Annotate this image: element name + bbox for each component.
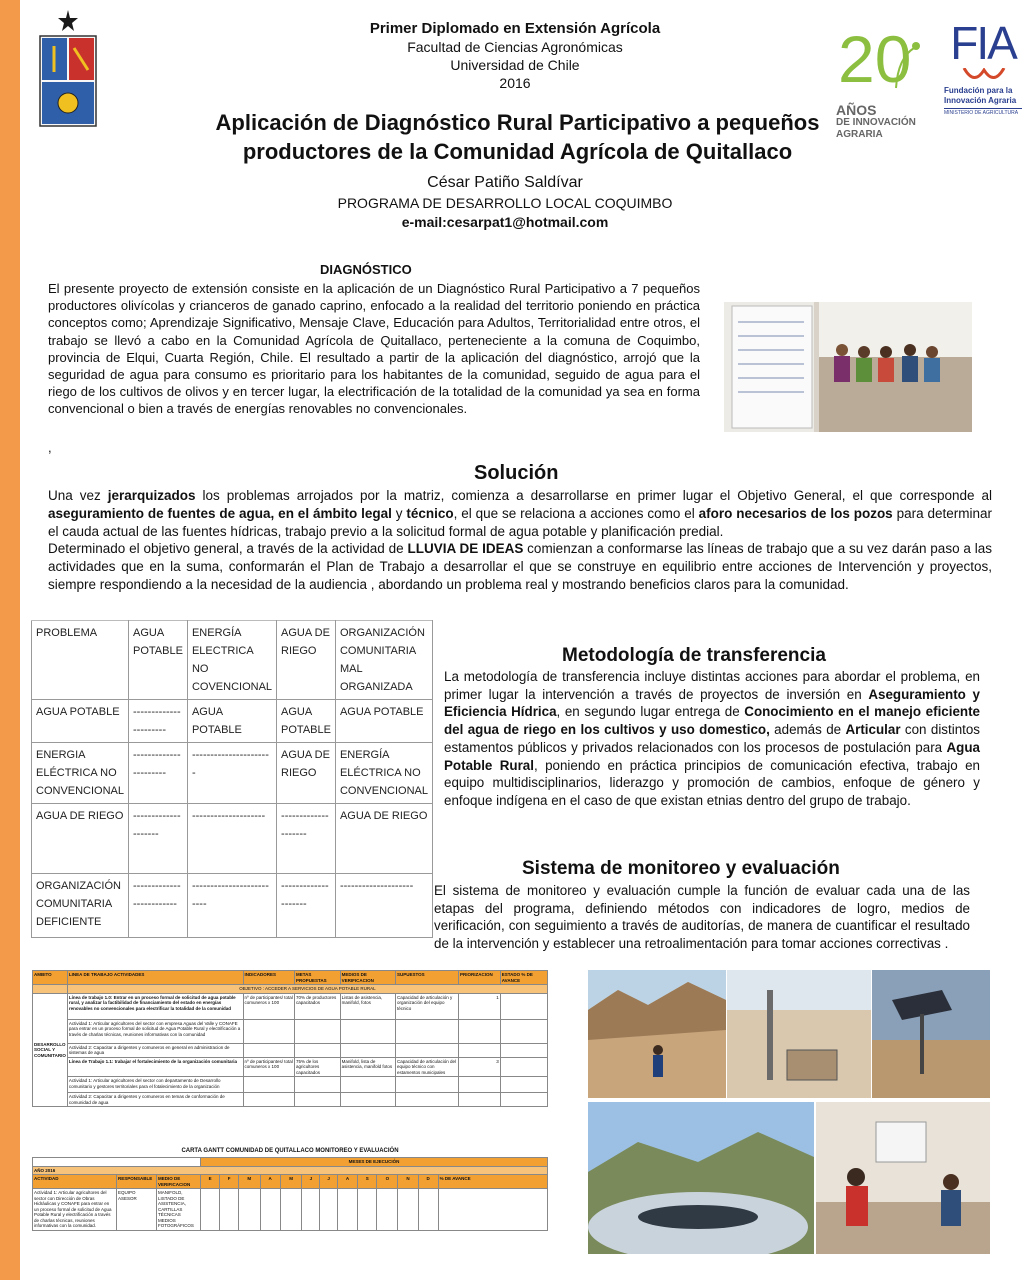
table-header-cell: INDICADORES: [243, 971, 294, 985]
table-cell: [295, 1077, 341, 1093]
sol-p2-b: LLUVIA DE IDEAS: [407, 541, 524, 557]
table-cell: --------------------: [187, 804, 276, 874]
table-row: [33, 993, 548, 1019]
universidad-name: Universidad de Chile: [450, 57, 580, 73]
month-cell: M: [280, 1175, 302, 1189]
table-cell: [201, 1189, 220, 1231]
solucion-text: [48, 487, 992, 594]
agraria-label: AGRARIA: [836, 129, 883, 140]
table-cell: [438, 1189, 547, 1231]
table-row: [32, 743, 433, 804]
objective-cell: OBJETIVO : ACCEDER A SERVICIOS DE AGUA POTABLE RURAL: [67, 985, 547, 994]
table-cell: [260, 1189, 280, 1231]
month-cell: E: [201, 1175, 220, 1189]
table-cell: AGUA DE RIEGO: [32, 804, 129, 874]
table-cell: [500, 1077, 547, 1093]
month-cell: J: [302, 1175, 320, 1189]
year-label-cell: AÑO 2016: [33, 1166, 548, 1175]
table-cell: ENERGIA ELÉCTRICA NO CONVENCIONAL: [32, 743, 129, 804]
table-cell: ORGANIZACIÓN COMUNITARIA MAL ORGANIZADA: [335, 621, 432, 700]
svg-text:20: 20: [838, 22, 912, 96]
table-cell: Línea de Trabajo 1.1: trabajar el fortalecimiento de la organización comunitaria: [67, 1057, 243, 1077]
table-cell: ----------------------: [129, 700, 188, 743]
table-cell: ----------------------: [187, 743, 276, 804]
table-row: [33, 1093, 548, 1107]
author-program: PROGRAMA DE DESARROLLO LOCAL COQUIMBO: [337, 195, 673, 211]
monitoring-table: [32, 970, 548, 1107]
photo-water-tank: [588, 1102, 814, 1254]
solucion-title: Solución: [474, 462, 559, 484]
table-row: [33, 985, 548, 994]
table-header-row: [33, 971, 548, 985]
poster-title: [150, 108, 885, 166]
table-cell: [280, 1189, 302, 1231]
table-cell: [243, 1043, 294, 1057]
table-cell: [500, 1057, 547, 1077]
sol-p1-d: aseguramiento de fuentes de agua, en el ámbito legal: [48, 505, 392, 521]
author-email: e-mail:cesarpat1@hotmail.com: [401, 214, 609, 230]
met-g: con distintos estamentos públicos y privados relacionados con los procesos de postulación para: [444, 722, 980, 755]
table-row: [33, 1019, 548, 1043]
table-cell: MANIFOLD, LISTADO DE ASISTENCIA, CARTILLAS TÉCNICAS MEDIOS FOTOGRÁFICOS: [157, 1189, 201, 1231]
table-cell: Actividad 2: Capacitar a dirigentes y comuneros en temas de conformación de comunidad de agua: [67, 1093, 243, 1107]
table-cell: EQUIPO ASESOR: [117, 1189, 157, 1231]
table-cell: [337, 1189, 357, 1231]
sol-p2-c: comienzan a conformarse las líneas de trabajo que a su vez darán paso a las actividades que en la suma, conformarán el Plan de Trabajo a desarrollar el que se construye en equilibrio entre acciones de Intervención y proyectos, siempre respondiendo a la necesidad de la audiencia , abordando un problema real y mostrando beneficios claros para la comunidad.: [48, 541, 992, 592]
table-cell: [358, 1189, 377, 1231]
month-cell: S: [358, 1175, 377, 1189]
innovacion-label: DE INNOVACIÓN: [836, 117, 916, 128]
met-e: además de: [769, 722, 846, 738]
table-header-cell: ACTIVIDAD: [33, 1175, 117, 1189]
sol-p1-f: técnico: [406, 505, 454, 521]
table-cell: [500, 1093, 547, 1107]
table-row: [33, 1189, 548, 1231]
table-cell: --------------------: [277, 874, 336, 938]
solucion-paragraph-2: [48, 540, 992, 593]
table-cell: [398, 1189, 418, 1231]
table-cell: [340, 1093, 395, 1107]
fia-line1: Fundación para la: [944, 86, 1013, 95]
fia-letters: FIA: [950, 17, 1016, 69]
table-cell: --------------------: [335, 874, 432, 938]
table-row: [33, 1077, 548, 1093]
table-cell: Línea de trabajo 1.0: Entrar en un proceso formal de solicitud de agua potable rural, y analizar la factibilidad de financiamiento del estado en energías renovables no convencionales para electrificar la totalidad de la comunidad: [67, 993, 243, 1019]
table-cell: [395, 1043, 458, 1057]
table-cell: --------------------: [277, 804, 336, 874]
table-cell: [418, 1189, 438, 1231]
header-block: [320, 20, 710, 92]
table-cell: [500, 1043, 547, 1057]
diagnostico-photo: [724, 302, 972, 432]
met-h: Agua Potable Rural: [444, 739, 980, 773]
fia-roots-icon: [944, 68, 1022, 86]
fia-line3: MINISTERIO DE AGRICULTURA: [944, 108, 1022, 117]
met-b: Aseguramiento y Eficiencia Hídrica: [444, 686, 980, 720]
month-cell: A: [260, 1175, 280, 1189]
table-cell: ENERGÍA ELECTRICA NO COVENCIONAL: [187, 621, 276, 700]
table-cell: [243, 1077, 294, 1093]
table-cell: 75% de los agricultores capacitados: [295, 1057, 341, 1077]
table-header-cell: LINEA DE TRABAJO ACTIVIDADES: [67, 971, 243, 985]
ambito-cell: DESARROLLO SOCIAL Y COMUNITARIO: [33, 993, 68, 1107]
table-cell: ORGANIZACIÓN COMUNITARIA DEFICIENTE: [32, 874, 129, 938]
month-cell: N: [398, 1175, 418, 1189]
table-cell: [340, 1019, 395, 1043]
table-header-cell: METAS PROPUESTAS: [295, 971, 341, 985]
table-header-cell: ESTADO % DE AVANCE: [500, 971, 547, 985]
table-cell: Listas de asistencia, manifold, fotos: [340, 993, 395, 1019]
table-header-row: [33, 1175, 548, 1189]
table-header-cell: AMBITO: [33, 971, 68, 985]
table-cell: nº de participantes/ total comuneros x 100: [243, 1057, 294, 1077]
table-cell: [500, 1019, 547, 1043]
author-name: César Patiño Saldívar: [427, 174, 583, 191]
month-cell: A: [337, 1175, 357, 1189]
gantt-chart: [32, 1148, 548, 1231]
table-row: [33, 1043, 548, 1057]
met-f: Articular: [845, 722, 901, 738]
fia-logo: [944, 18, 1022, 130]
table-cell: [33, 1158, 201, 1167]
table-cell: [395, 1077, 458, 1093]
month-cell: O: [377, 1175, 398, 1189]
table-cell: -------------------------: [129, 874, 188, 938]
photo-landscape-workers: [588, 970, 726, 1098]
diagnostico-trailing-comma: ,: [48, 440, 52, 455]
poster-title-line1: Aplicación de Diagnóstico Rural Participativo a pequeños: [215, 110, 820, 135]
table-cell: Actividad 1: Articular agricultores del sector con departamento de Desarrollo comunitario y gestores territoriales para el fotalecimiento de la organización: [67, 1077, 243, 1093]
gantt-table: [32, 1157, 548, 1231]
table-cell: [33, 985, 68, 994]
table-cell: [458, 1077, 500, 1093]
table-cell: [243, 1093, 294, 1107]
anos-label: AÑOS: [836, 102, 877, 118]
sol-p1-i: para determinar el cauda actual de las fuentes hídricas, trabajo previo a la solicitud formal de agua potable y planificación predial.: [48, 505, 993, 539]
table-cell: [340, 1043, 395, 1057]
table-cell: Capacidad de articulación del equipo técnico con estamentos municipales: [395, 1057, 458, 1077]
table-row: [33, 1057, 548, 1077]
photo-solar-panel: [872, 970, 990, 1098]
table-row: [32, 621, 433, 700]
table-header-cell: SUPUESTOS: [395, 971, 458, 985]
table-cell: [377, 1189, 398, 1231]
sol-p1-a: Una vez: [48, 488, 108, 503]
table-cell: [302, 1189, 320, 1231]
universidad-de-chile-crest: [36, 8, 100, 130]
table-cell: [340, 1077, 395, 1093]
facultad-name: Facultad de Ciencias Agronómicas: [407, 39, 623, 55]
table-cell: AGUA POTABLE: [335, 700, 432, 743]
table-cell: [295, 1019, 341, 1043]
year-label: 2016: [499, 75, 531, 91]
table-row: [32, 804, 433, 874]
photo-workshop-meeting: [816, 1102, 990, 1254]
table-cell: [243, 1019, 294, 1043]
met-c: , en segundo lugar entrega de: [556, 704, 745, 720]
table-header-cell: RESPONSABLE: [117, 1175, 157, 1189]
table-cell: [295, 1043, 341, 1057]
table-cell: [320, 1189, 338, 1231]
side-accent-bar: [0, 0, 20, 1280]
table-cell: AGUA DE RIEGO: [335, 804, 432, 874]
table-cell: ----------------------: [129, 743, 188, 804]
table-row: [32, 700, 433, 743]
table-cell: Actividad 2: Capacitar a dirigentes y comuneros en general en administracion de sistemas de agua: [67, 1043, 243, 1057]
month-cell: M: [238, 1175, 260, 1189]
meses-label: MESES DE EJECUCIÓN: [201, 1158, 548, 1167]
table-cell: AGUA POTABLE: [32, 700, 129, 743]
gantt-title: CARTA GANTT COMUNIDAD DE QUITALLACO MONITOREO Y EVALUACIÓN: [181, 1148, 399, 1154]
table-cell: AGUA POTABLE: [277, 700, 336, 743]
table-header-cell: % DE AVANCE: [438, 1175, 547, 1189]
table-cell: [220, 1189, 239, 1231]
sol-p1-b: jerarquizados: [107, 488, 196, 503]
table-cell: AGUA DE RIEGO: [277, 621, 336, 700]
table-row: [33, 1158, 548, 1167]
table-cell: AGUA POTABLE: [129, 621, 188, 700]
table-cell: [500, 993, 547, 1019]
month-cell: F: [220, 1175, 239, 1189]
table-cell: --------------------: [129, 804, 188, 874]
month-cell: D: [418, 1175, 438, 1189]
table-cell: Actividad 1: Articular agricultores del sector con Dirección de Obras Hidráulicas y CONAFE para entrar en un proceso formal de solicitud de Agua Potable Rural y electrificación a través de charlas técnicas, reuniones informativas con la comunidad.: [33, 1189, 117, 1231]
table-cell: Manifold, lista de asistencia, manifold fotos: [340, 1057, 395, 1077]
table-cell: [458, 1093, 500, 1107]
monitoreo-title: Sistema de monitoreo y evaluación: [522, 858, 840, 879]
diplomado-title: Primer Diplomado en Extensión Agrícola: [369, 20, 661, 37]
diagnostico-text: El presente proyecto de extensión consiste en la aplicación de un Diagnóstico Rural Participativo a 7 pequeños productores olivícolas y crianceros de ganado caprino, enfocado a la realidad del territorio poniendo en práctica conceptos como; Aprendizaje Significativo, Mensaje Clave, Educación para Adultos, Territorialidad entre otros, el trabajo se llevó a cabo en la Comunidad Agrícola de Quitallaco, perteneciente a la comuna de Coquimbo, provincia de Elqui, Cuarta Región, Chile. El resultado a partir de la aplicación del diagnóstico, arrojó que la seguridad de agua para consumo es prioritario para los habitantes de la comunidad, seguido de agua para el riego de los cultivos de olivos y en tercer lugar, la electrificación de la totalidad de la comunidad ya sea en forma convencional o bien a través de energías renovables no convencionales.: [48, 281, 700, 417]
table-cell: Actividad 1: Articular agricultores del sector con empresa Aguas del Valle y CONAFE para entrar en un proceso formal de solicitud de Agua Potable Rural y electrificación a través de charlas técnicas, reuniones informativas con la comunidad: [67, 1019, 243, 1043]
table-cell: [458, 1043, 500, 1057]
sol-p1-h: aforo necesarios de los pozos: [698, 505, 893, 521]
solucion-paragraph-1: [48, 487, 992, 540]
table-header-cell: PRIORIZACION: [458, 971, 500, 985]
metodologia-title: Metodología de transferencia: [562, 645, 826, 666]
table-cell: AGUA POTABLE: [187, 700, 276, 743]
table-cell: -------------------------: [187, 874, 276, 938]
table-cell: Capacidad de articulación y organización del equipo técnico: [395, 993, 458, 1019]
table-cell: [395, 1019, 458, 1043]
metodologia-text: [444, 668, 980, 810]
table-cell: ENERGÍA ELÉCTRICA NO CONVENCIONAL: [335, 743, 432, 804]
monitoreo-text: El sistema de monitoreo y evaluación cumple la función de evaluar cada una de las etapas del programa, definiendo métodos con indicadores de logro, medios de verificación, con seguimiento a través de auditorías, de manera de cuantificar el resultado de la intervención y establecer una retroalimentación para tomar acciones correctivas .: [434, 883, 970, 952]
table-row: [33, 1166, 548, 1175]
table-cell: [395, 1093, 458, 1107]
table-cell: [238, 1189, 260, 1231]
table-cell: [458, 1019, 500, 1043]
table-cell: 70% de productores capacitados: [295, 993, 341, 1019]
table-cell: AGUA DE RIEGO: [277, 743, 336, 804]
month-cell: J: [320, 1175, 338, 1189]
photo-water-pipe: [727, 970, 871, 1098]
met-d: Conocimiento en el manejo eficiente del agua de riego en los cultivos y uso domestico,: [444, 704, 980, 738]
fia-line2: Innovación Agraria: [944, 96, 1017, 105]
author-block: [280, 172, 730, 232]
table-cell: PROBLEMA: [32, 621, 129, 700]
table-cell: 3: [458, 1057, 500, 1077]
table-header-cell: MEDIOS DE VERIFICACION: [340, 971, 395, 985]
20-anos-bulb-icon: [836, 18, 928, 98]
sol-p2-a: Determinado el objetivo general, a través de la actividad de: [48, 541, 408, 557]
table-row: [32, 874, 433, 938]
table-header-cell: MEDIO DE VERIFICACION: [157, 1175, 201, 1189]
sol-p1-e: y: [391, 505, 407, 521]
problem-matrix-table: [31, 620, 433, 938]
table-cell: [295, 1093, 341, 1107]
met-a: La metodología de transferencia incluye distintas acciones para abordar el problema, en primer lugar la intervención a través de proyectos de inversión en: [444, 669, 980, 702]
table-cell: 1: [458, 993, 500, 1019]
table-cell: nº de participantes/ total comuneros x 100: [243, 993, 294, 1019]
poster-title-line2: productores de la Comunidad Agrícola de Quitallaco: [242, 139, 793, 164]
sol-p1-g: , el que se relaciona a acciones como el: [453, 505, 699, 521]
sol-p1-c: los problemas arrojados por la matriz, comienza a desarrollarse en primer lugar el Objetivo General, el que corresponde al: [195, 488, 992, 503]
met-i: , poniendo en práctica principios de comunicación efectiva, trabajo en equipo multidisciplinarios, liderazgo y promoción de cambios, enfoque de género y enfoque indígena en el caso de que existan etnias dentro del grupo de trabajo.: [444, 757, 980, 808]
diagnostico-title: DIAGNÓSTICO: [320, 262, 412, 277]
